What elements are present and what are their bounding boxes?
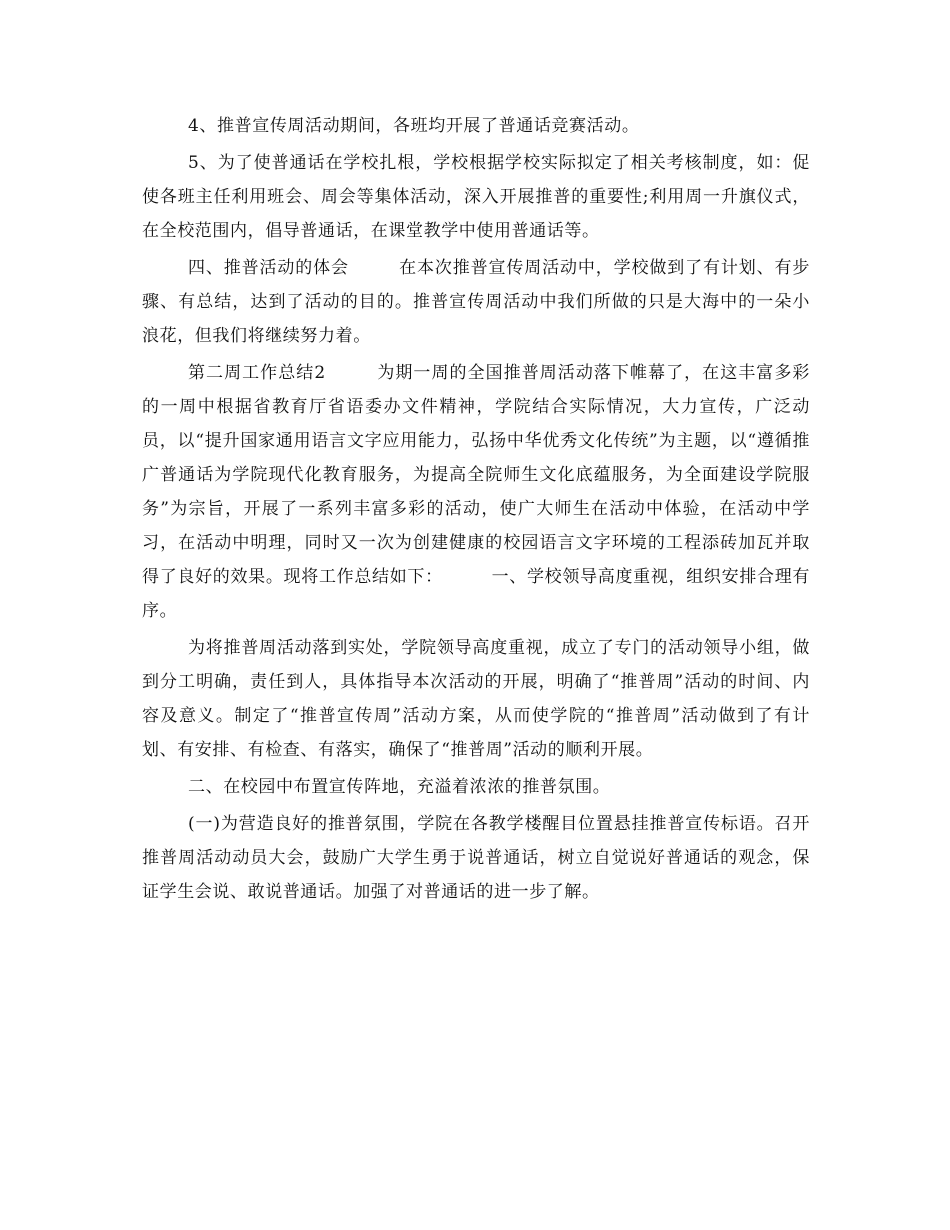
- paragraph-subsection-1: (一)为营造良好的推普氛围，学院在各教学楼醒目位置悬挂推普宣传标语。召开推普周活动动员大会，鼓励广大学生勇于说普通话，树立自觉说好普通话的观念，保证学生会说、敢说普通话。加强了对普通话的进一步了解。: [142, 814, 810, 902]
- paragraph-section-4-reflection: 四、推普活动的体会 在本次推普宣传周活动中，学校做到了有计划、有步骤、有总结，达到了活动的目的。推普宣传周活动中我们所做的只是大海中的一朵小浪花，但我们将继续努力着。: [142, 258, 810, 346]
- paragraph-section-2-heading: 二、在校园中布置宣传阵地，充溢着浓浓的推普氛围。: [188, 777, 611, 797]
- paragraph-item-4: 4、推普宣传周活动期间，各班均开展了普通话竞赛活动。: [188, 116, 640, 136]
- document-body: [142, 109, 810, 909]
- paragraph-item-5: 5、为了使普通话在学校扎根，学校根据学校实际拟定了相关考核制度，如：促使各班主任利用班会、周会等集体活动，深入开展推普的重要性;利用周一升旗仪式，在全校范围内，倡导普通话，在课堂教学中使用普通话等。: [142, 153, 810, 241]
- paragraph-leadership: 为将推普周活动落到实处，学院领导高度重视，成立了专门的活动领导小组，做到分工明确，责任到人，具体指导本次活动的开展，明确了“推普周”活动的时间、内容及意义。制定了“推普宣传周”活动方案，从而使学院的“推普周”活动做到了有计划、有安排、有检查、有落实，确保了“推普周”活动的顺利开展。: [142, 638, 810, 760]
- paragraph-week2-summary: 第二周工作总结2 为期一周的全国推普周活动落下帷幕了，在这丰富多彩的一周中根据省教育厅省语委办文件精神，学院结合实际情况，大力宣传，广泛动员，以“提升国家通用语言文字应用能力，弘扬中华优秀文化传统”为主题，以“遵循推广普通话为学院现代化教育服务，为提高全院师生文化底蕴服务，为全面建设学院服务”为宗旨，开展了一系列丰富多彩的活动，使广大师生在活动中体验，在活动中学习，在活动中明理，同时又一次为创建健康的校园语言文字环境的工程添砖加瓦并取得了良好的效果。现将工作总结如下： 一、学校领导高度重视，组织安排合理有序。: [142, 363, 810, 621]
